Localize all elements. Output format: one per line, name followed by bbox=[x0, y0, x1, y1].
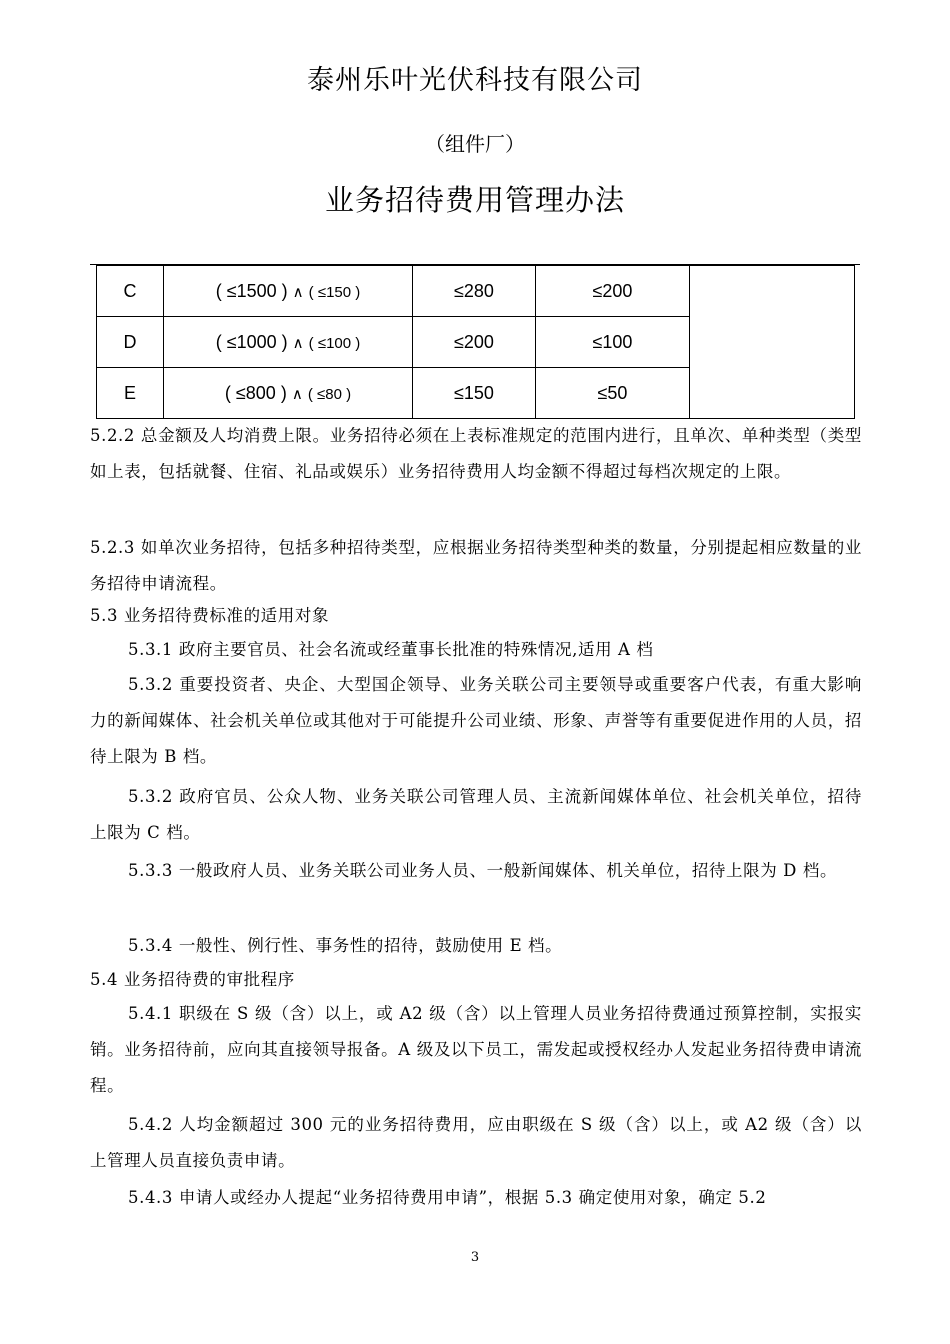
range-total: ( ≤1000 ) bbox=[215, 331, 288, 352]
range-total: ( ≤800 ) bbox=[224, 382, 287, 403]
paragraph-5-3-3: 5.3.3 一般政府人员、业务关联公司业务人员、一般新闻媒体、机关单位，招待上限为 D 档。 bbox=[128, 861, 838, 880]
range-cell bbox=[164, 266, 413, 317]
limit-cell: ≤280 bbox=[413, 266, 536, 317]
document-title: 业务招待费用管理办法 bbox=[324, 183, 625, 217]
grade-cell: E bbox=[97, 368, 164, 419]
range-per-person: ( ≤150 ) bbox=[308, 283, 361, 301]
range-per-person: ( ≤100 ) bbox=[308, 334, 361, 352]
company-name: 泰州乐叶光伏科技有限公司 bbox=[307, 65, 643, 96]
and-operator: ∧ bbox=[292, 283, 304, 301]
grade-cell: D bbox=[97, 317, 164, 368]
document-subtitle: （组件厂） bbox=[425, 132, 525, 156]
empty-merged-cell bbox=[690, 266, 855, 419]
paragraph-5-3-2-b: 5.3.2 政府官员、公众人物、业务关联公司管理人员、主流新闻媒体单位、社会机关单位，招待上限为 C 档。 bbox=[90, 787, 862, 842]
table-row bbox=[97, 266, 855, 317]
section-heading-5-3: 5.3 业务招待费标准的适用对象 bbox=[90, 606, 330, 625]
limit-cell: ≤100 bbox=[536, 317, 690, 368]
paragraph-5-3-4: 5.3.4 一般性、例行性、事务性的招待，鼓励使用 E 档。 bbox=[128, 936, 563, 955]
range-cell bbox=[164, 368, 413, 419]
limit-cell: ≤200 bbox=[413, 317, 536, 368]
paragraph-5-4-1: 5.4.1 职级在 S 级（含）以上，或 A2 级（含）以上管理人员业务招待费通过预算控制，实报实销。业务招待前，应向其直接领导报备。A 级及以下员工，需发起或授权经办人发起业务招待费申请流程。 bbox=[90, 1004, 862, 1095]
grade-cell: C bbox=[97, 266, 164, 317]
limit-cell: ≤150 bbox=[413, 368, 536, 419]
paragraph-5-4-2: 5.4.2 人均金额超过 300 元的业务招待费用，应由职级在 S 级（含）以上，或 A2 级（含）以上管理人员直接负责申请。 bbox=[90, 1115, 862, 1170]
and-operator: ∧ bbox=[291, 385, 303, 403]
paragraph-5-2-2: 5.2.2 总金额及人均消费上限。业务招待必须在上表标准规定的范围内进行，且单次、单种类型（类型如上表，包括就餐、住宿、礼品或娱乐）业务招待费用人均金额不得超过每档次规定的上限。 bbox=[90, 426, 862, 481]
and-operator: ∧ bbox=[292, 334, 304, 352]
page-number: 3 bbox=[470, 1250, 480, 1265]
paragraph-5-3-1: 5.3.1 政府主要官员、社会名流或经董事长批准的特殊情况,适用 A 档 bbox=[128, 640, 654, 659]
paragraph-5-3-2-a: 5.3.2 重要投资者、央企、大型国企领导、业务关联公司主要领导或重要客户代表，有重大影响力的新闻媒体、社会机关单位或其他对于可能提升公司业绩、形象、声誉等有重要促进作用的人员，招待上限为 B 档。 bbox=[90, 675, 862, 766]
limit-cell: ≤50 bbox=[536, 368, 690, 419]
standards-table bbox=[96, 265, 855, 419]
section-heading-5-4: 5.4 业务招待费的审批程序 bbox=[90, 970, 295, 989]
limit-cell: ≤200 bbox=[536, 266, 690, 317]
range-per-person: ( ≤80 ) bbox=[307, 385, 352, 403]
paragraph-5-2-3: 5.2.3 如单次业务招待，包括多种招待类型，应根据业务招待类型种类的数量，分别提起相应数量的业务招待申请流程。 bbox=[90, 538, 862, 593]
paragraph-5-4-3: 5.4.3 申请人或经办人提起“业务招待费用申请”，根据 5.3 确定使用对象，确定 5.2 bbox=[128, 1188, 767, 1207]
range-cell bbox=[164, 317, 413, 368]
range-total: ( ≤1500 ) bbox=[215, 280, 288, 301]
